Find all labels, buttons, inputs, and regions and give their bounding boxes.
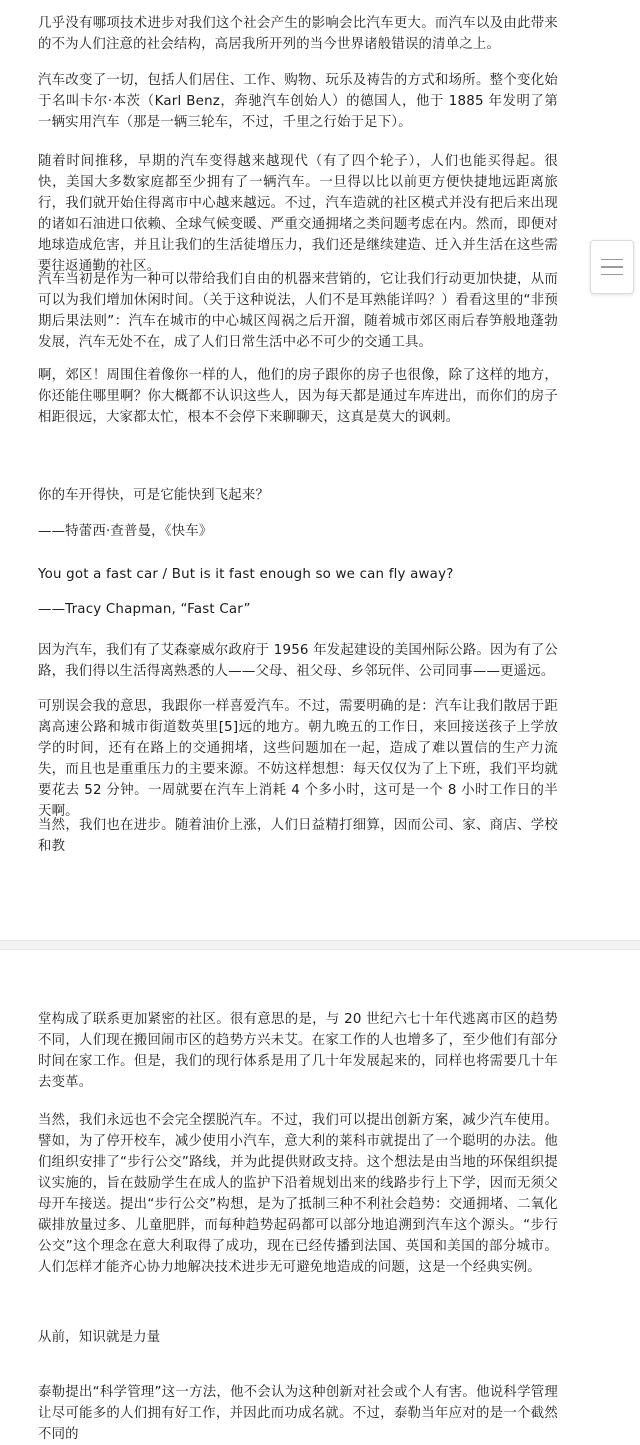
quote-english: You got a fast car / But is it fast enough so we can fly away? bbox=[38, 567, 454, 582]
paragraph: 汽车当初是作为一种可以带给我们自由的机器来营销的，它让我们行动更加快捷，从而可以为我们增加休闲时间。（关于这种说法，人们不是耳熟能详吗？）看看这里的“非预期后果法则”：汽车在城市的中心城区闯祸之后开溜，随着城市郊区雨后春笋般地蓬勃发展，汽车无处不在，成了人们日常生活中必不可少的交通工具。 bbox=[38, 272, 558, 350]
paragraph: 当然，我们也在进步。随着油价上涨，人们日益精打细算，因而公司、家、商店、学校和教 bbox=[38, 818, 558, 854]
document-page-2 bbox=[0, 950, 640, 1442]
quote-chinese-attribution: ——特蕾西·查普曼，《快车》 bbox=[38, 524, 213, 539]
paragraph: 可别误会我的意思，我跟你一样喜爱汽车。不过，需要明确的是：汽车让我们散居于距离高速公路和城市街道数英里[5]远的地方。朝九晚五的工作日，来回接送孩子上学放学的时间，还有在路上的交通拥堵，这些问题加在一起，造成了难以置信的生产力流失，而且也是重重压力的主要来源。不妨这样想想：每天仅仅为了上下班，我们平均就要花去 52 分钟。一周就要在汽车上消耗 4 个多小时，这可是一个 8 小时工作日的半天啊。 bbox=[38, 699, 558, 819]
paragraph: 当然，我们永远也不会完全摆脱汽车。不过，我们可以提出创新方案，减少汽车使用。譬如，为了停开校车，减少使用小汽车，意大利的莱科市就提出了一个聪明的办法。他们组织安排了“步行公交”路线，并为此提供财政支持。这个想法是由当地的环保组织提议实施的，旨在鼓励学生在成人的监护下沿着规划出来的线路步行上下学，因而无须父母开车接送。提出“步行公交”构想，是为了抵制三种不利社会趋势：交通拥堵、二氧化碳排放量过多、儿童肥胖，而每种趋势起码都可以部分地追溯到汽车这个源头。“步行公交”这个理念在意大利取得了成功，现在已经传播到法国、英国和美国的部分城市。人们怎样才能齐心协力地解决技术进步无可避免地造成的问题，这是一个经典实例。 bbox=[38, 1113, 558, 1275]
paragraph: 泰勒提出“科学管理”这一方法，他不会认为这种创新对社会或个人有害。他说科学管理让尽可能多的人们拥有好工作，并因此而功成名就。不过，泰勒当年应对的是一个截然不同的 bbox=[38, 1385, 558, 1442]
paragraph: 汽车改变了一切，包括人们居住、工作、购物、玩乐及祷告的方式和场所。整个变化始于名叫卡尔·本茨（Karl Benz，奔驰汽车创始人）的德国人，他于 1885 年发明了第一辆实用汽车（那是一辆三轮车，不过，千里之行始于足下）。 bbox=[38, 73, 558, 130]
paragraph: 几乎没有哪项技术进步对我们这个社会产生的影响会比汽车更大。而汽车以及由此带来的不为人们注意的社会结构，高居我所开列的当今世界诸般错误的清单之上。 bbox=[38, 16, 558, 52]
quote-chinese: 你的车开得快，可是它能快到飞起来？ bbox=[38, 488, 270, 503]
paragraph: 堂构成了联系更加紧密的社区。很有意思的是，与 20 世纪六七十年代逃离市区的趋势不同，人们现在搬回闹市区的趋势方兴未艾。在家工作的人也增多了，至少他们有部分时间在家工作。但是，我们的现行体系是用了几十年发展起来的，同样也将需要几十年去变革。 bbox=[38, 1012, 558, 1090]
page-separator bbox=[0, 940, 640, 950]
paragraph: 因为汽车，我们有了艾森豪威尔政府于 1956 年发起建设的美国州际公路。因为有了公路，我们得以生活得离熟悉的人——父母、祖父母、乡邻玩伴、公司同事——更遥远。 bbox=[38, 643, 558, 679]
quote-english-attribution: ——Tracy Chapman, “Fast Car” bbox=[38, 602, 251, 617]
paragraph: 啊，郊区！周围住着像你一样的人，他们的房子跟你的房子也很像，除了这样的地方，你还能住哪里啊？你大概都不认识这些人，因为每天都是通过车库进出，而你们的房子相距很远，大家都太忙，根本不会停下来聊聊天，这真是莫大的讽刺。 bbox=[38, 368, 558, 425]
menu-bar bbox=[601, 274, 623, 276]
menu-bar bbox=[601, 259, 623, 261]
section-heading: 从前，知识就是力量 bbox=[38, 1330, 161, 1345]
paragraph: 随着时间推移，早期的汽车变得越来越现代（有了四个轮子），人们也能买得起。很快，美国大多数家庭都至少拥有了一辆汽车。一旦得以比以前更方便快捷地远距离旅行，我们就开始住得离市中心越来越远。不过，汽车造就的社区模式并没有把后来出现的诸如石油进口依赖、全球气候变暖、严重交通拥堵之类问题考虑在内。然而，即便对地球造成危害，并且让我们的生活徒增压力，我们还是继续建造、迁入并生活在这些需要往返通勤的社区。 bbox=[38, 154, 558, 274]
hamburger-menu-icon[interactable] bbox=[590, 240, 634, 294]
menu-bar bbox=[601, 266, 623, 268]
